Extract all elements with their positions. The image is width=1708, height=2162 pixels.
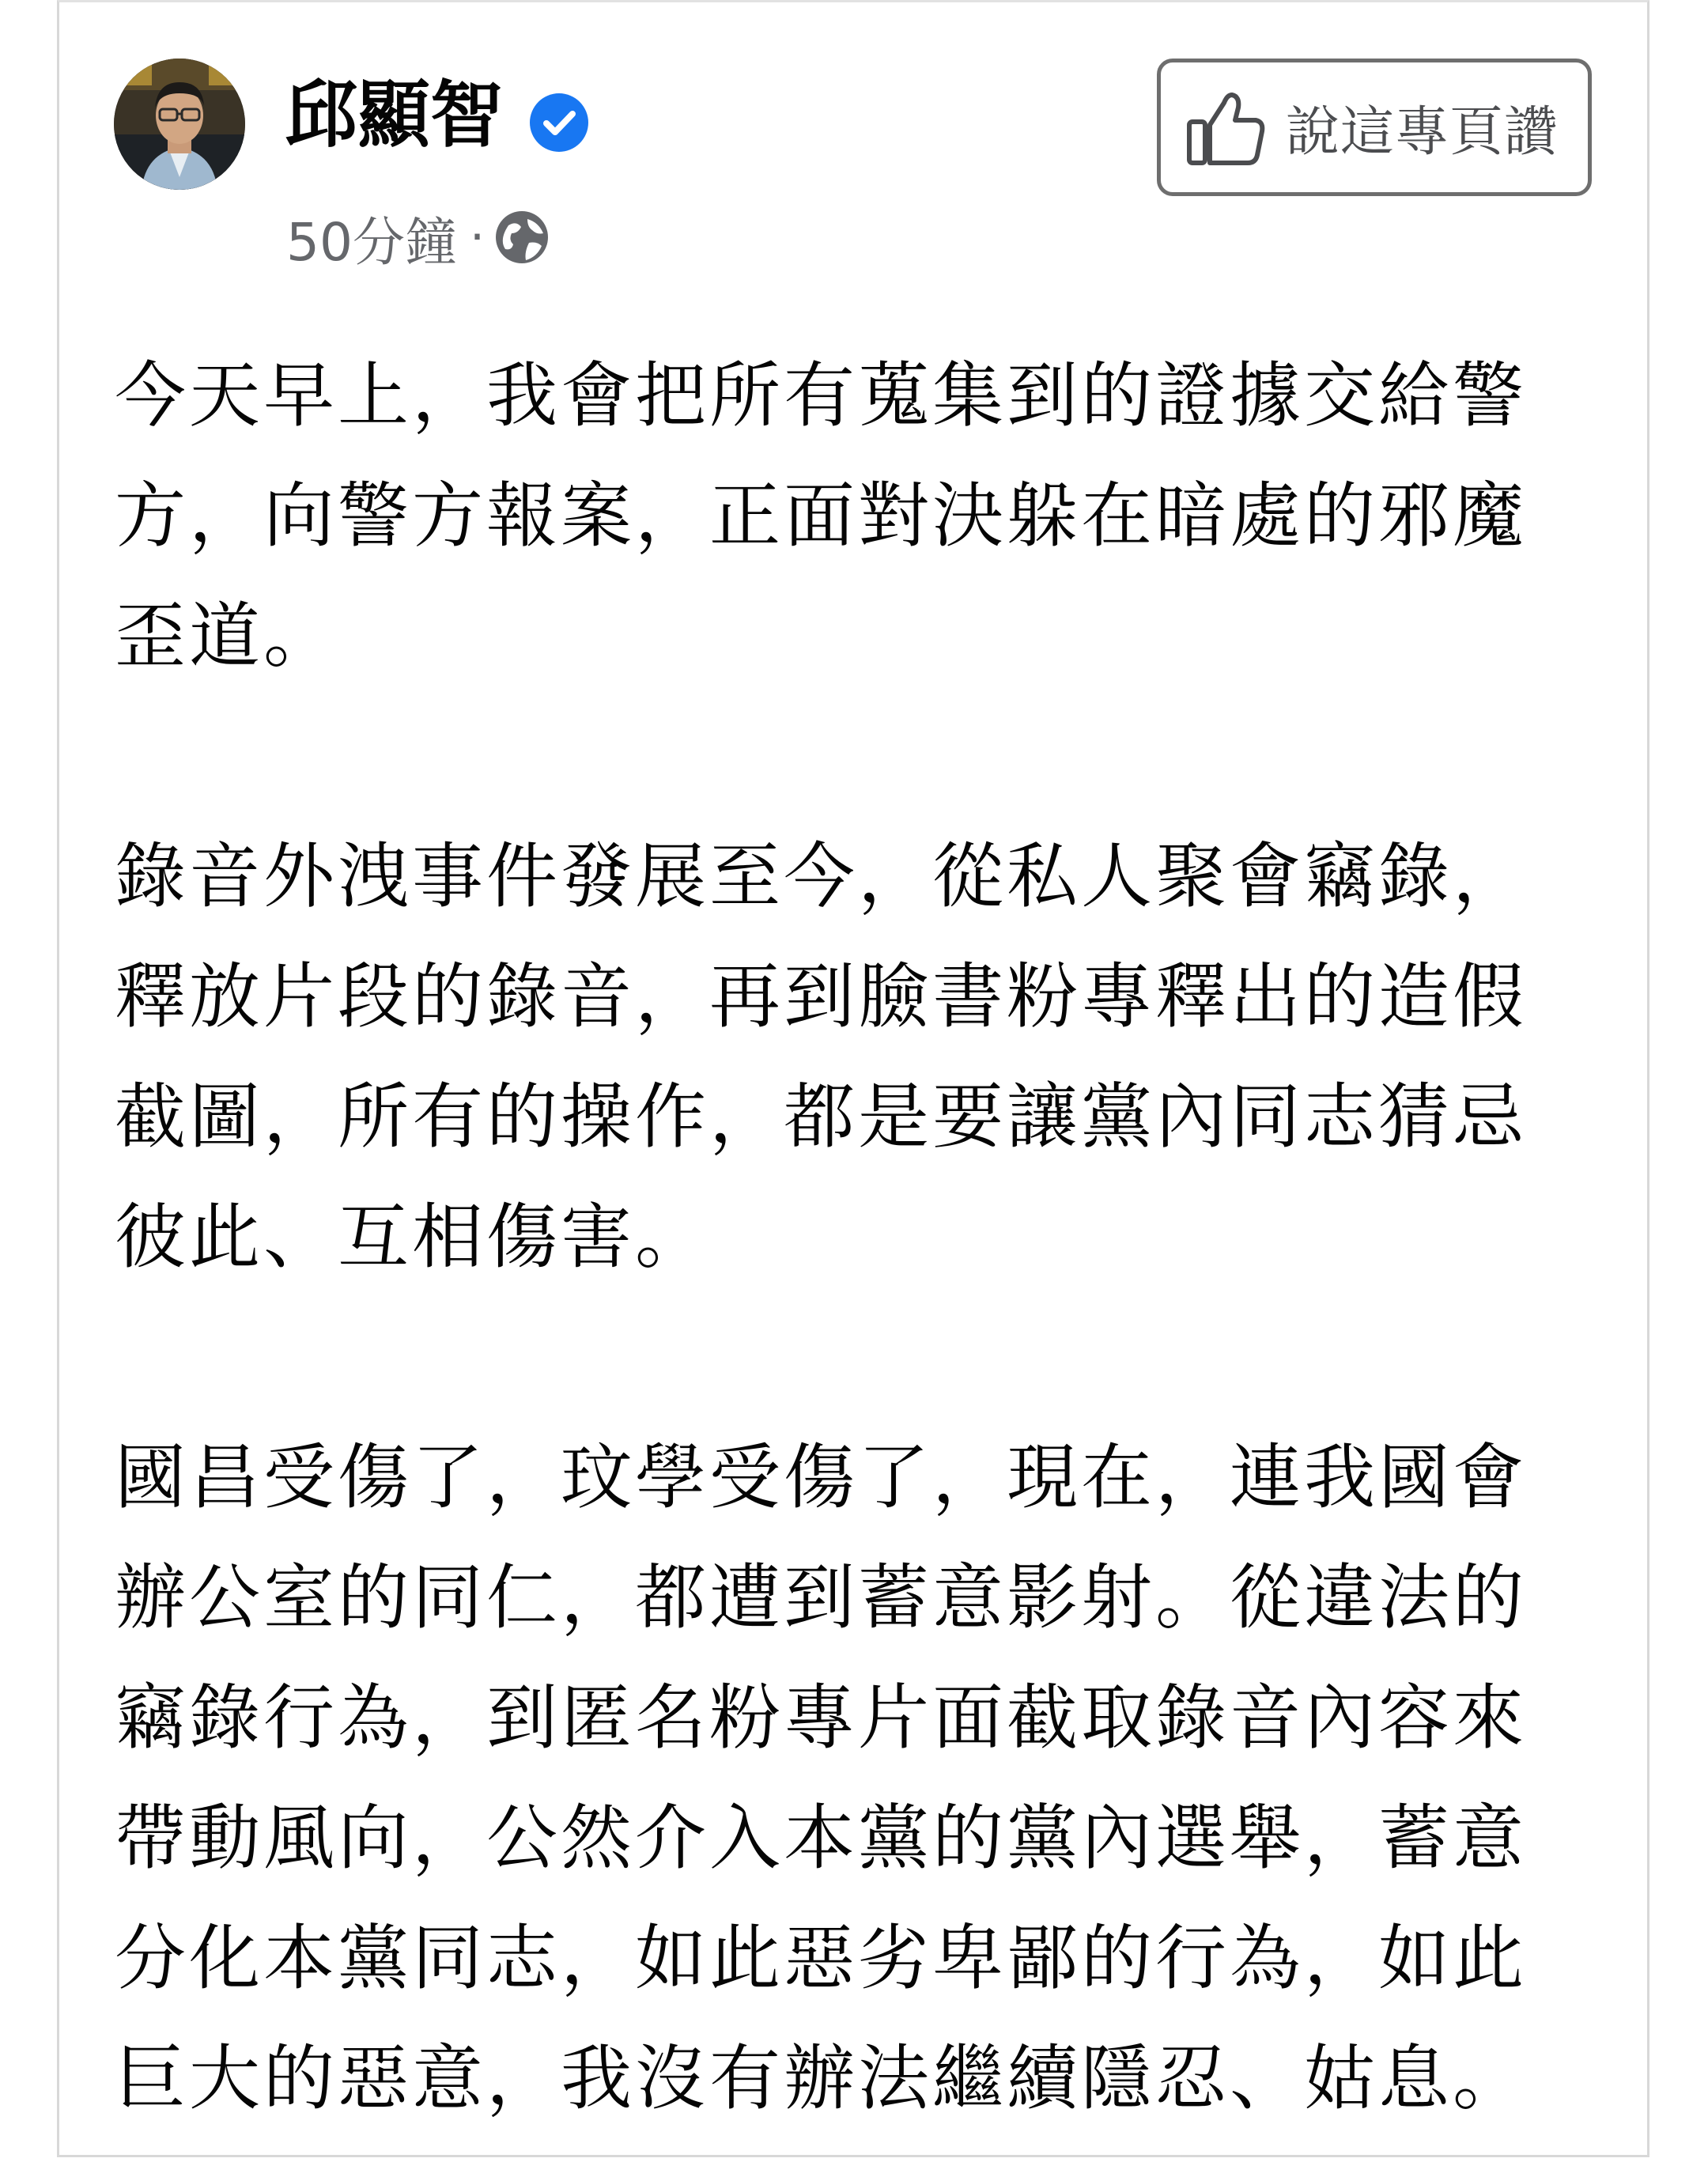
text-line: 巨大的惡意，我沒有辦法繼續隱忍、姑息。 xyxy=(115,2037,1527,2120)
text-line: 釋放片段的錄音，再到臉書粉專釋出的造假 xyxy=(115,955,1527,1038)
text-line: 今天早上，我會把所有蒐集到的證據交給警 xyxy=(115,354,1527,437)
post-paragraph-1 xyxy=(115,336,1562,697)
post-paragraph-3 xyxy=(115,1418,1562,2139)
meta-separator: · xyxy=(469,210,486,265)
post-body xyxy=(115,336,1562,2162)
text-line: 國昌受傷了，玟學受傷了，現在，連我國會 xyxy=(115,1436,1527,1519)
page-name[interactable]: 邱顯智 xyxy=(285,73,504,157)
like-page-button[interactable] xyxy=(1157,59,1592,196)
like-page-label: 說這專頁讚 xyxy=(1286,100,1559,164)
thumbs-up-icon xyxy=(1185,85,1268,169)
post-paragraph-2 xyxy=(115,817,1562,1298)
post-timestamp[interactable]: 50分鐘 xyxy=(286,211,457,273)
text-line: 錄音外洩事件發展至今，從私人聚會竊錄， xyxy=(115,835,1527,918)
text-line: 帶動風向，公然介入本黨的黨內選舉，蓄意 xyxy=(115,1797,1527,1880)
avatar-photo xyxy=(114,59,245,190)
text-line: 彼此、互相傷害。 xyxy=(115,1196,709,1279)
text-line: 竊錄行為，到匿名粉專片面截取錄音內容來 xyxy=(115,1676,1527,1759)
text-line: 辦公室的同仁，都遭到蓄意影射。從違法的 xyxy=(115,1556,1527,1639)
verified-badge-icon xyxy=(529,93,589,153)
text-line: 方，向警方報案，正面對決躲在暗處的邪魔 xyxy=(115,474,1527,558)
text-line: 分化本黨同志，如此惡劣卑鄙的行為，如此 xyxy=(115,1917,1527,2000)
post-meta xyxy=(286,204,550,273)
text-line: 歪道。 xyxy=(115,595,338,678)
author-avatar[interactable] xyxy=(114,59,245,190)
text-line: 截圖，所有的操作，都是要讓黨內同志猜忌 xyxy=(115,1075,1527,1158)
globe-icon xyxy=(494,210,550,265)
